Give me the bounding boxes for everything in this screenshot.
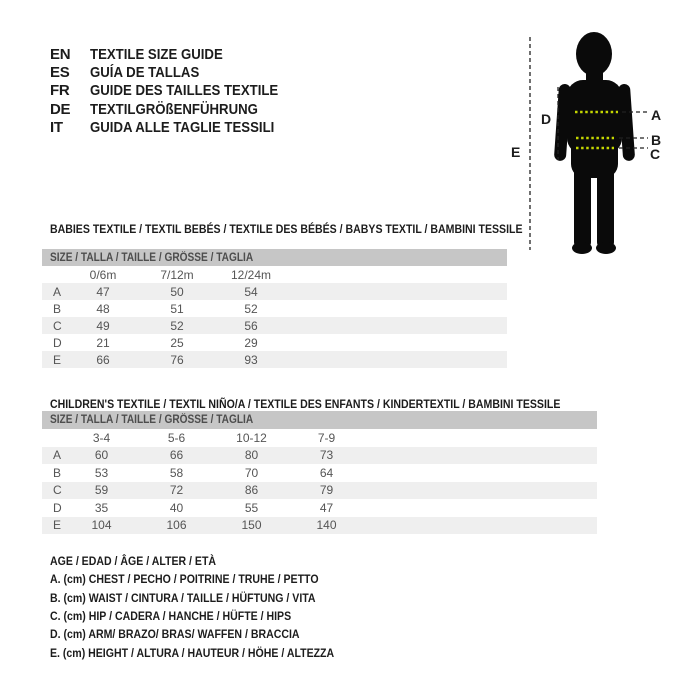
row-label: C bbox=[53, 483, 62, 498]
row-label: E bbox=[53, 518, 62, 533]
table-cell: 40 bbox=[169, 500, 184, 515]
table-cell: 29 bbox=[244, 335, 258, 350]
right-leg-shape bbox=[597, 156, 614, 250]
babies-section-title: BABIES TEXTILE / TEXTIL BEBÉS / TEXTILE DES BÉBÉS / BABYS TEXTIL / BAMBINI TESSILE bbox=[50, 222, 523, 236]
measure-label-a: A bbox=[651, 107, 662, 123]
legend-item-arm: D. (cm) ARM/ BRAZO/ BRAS/ WAFFEN / BRACCIA bbox=[50, 627, 300, 642]
table-cell: 51 bbox=[170, 301, 184, 316]
children-size-table bbox=[42, 411, 597, 534]
table-row bbox=[42, 482, 597, 500]
table-cell: 80 bbox=[244, 448, 259, 463]
row-label: A bbox=[53, 284, 62, 299]
table-cell: 58 bbox=[169, 465, 184, 480]
language-code: ES bbox=[50, 64, 70, 82]
language-row-en bbox=[50, 45, 304, 63]
table-row bbox=[42, 517, 597, 535]
language-label: TEXTILGRÖßENFÜHRUNG bbox=[90, 100, 258, 118]
table-cell: 48 bbox=[96, 301, 110, 316]
right-foot-shape bbox=[596, 242, 616, 254]
table-cell: 59 bbox=[94, 483, 109, 498]
legend-item-waist: B. (cm) WAIST / CINTURA / TAILLE / HÜFTUNG / VITA bbox=[50, 590, 316, 605]
column-header: 10-12 bbox=[236, 430, 267, 445]
row-label: B bbox=[53, 301, 62, 316]
row-label: D bbox=[53, 335, 62, 350]
table-cell: 104 bbox=[91, 518, 112, 533]
column-header: 0/6m bbox=[89, 267, 117, 282]
table-cell: 25 bbox=[170, 335, 184, 350]
language-row-es bbox=[50, 63, 304, 81]
table-cell: 79 bbox=[319, 483, 334, 498]
column-header: 7/12m bbox=[160, 267, 194, 282]
column-header: 3-4 bbox=[92, 430, 111, 445]
language-label: GUIDE DES TAILLES TEXTILE bbox=[90, 82, 279, 100]
table-row bbox=[42, 464, 597, 482]
table-cell: 140 bbox=[316, 518, 337, 533]
row-label: D bbox=[53, 500, 62, 515]
babies-size-table bbox=[42, 249, 507, 368]
size-header-label: SIZE / TALLA / TAILLE / GRÖSSE / TAGLIA bbox=[50, 414, 254, 426]
column-header: 12/24m bbox=[230, 267, 272, 282]
row-label: B bbox=[53, 465, 62, 480]
table-cell: 93 bbox=[244, 352, 258, 367]
legend-item-chest: A. (cm) CHEST / PECHO / POITRINE / TRUHE / PETTO bbox=[50, 572, 319, 587]
table-cell: 72 bbox=[169, 483, 184, 498]
language-code: DE bbox=[50, 100, 71, 118]
children-table-header-bar bbox=[42, 411, 597, 429]
legend-age-row: AGE / EDAD / ÂGE / ALTER / ETÀ bbox=[50, 554, 217, 569]
table-cell: 54 bbox=[244, 284, 258, 299]
table-cell: 35 bbox=[94, 500, 109, 515]
table-row bbox=[42, 334, 507, 351]
measure-label-b: B bbox=[651, 132, 662, 148]
table-cell: 70 bbox=[244, 465, 259, 480]
language-code: FR bbox=[50, 82, 70, 100]
children-column-header-row bbox=[42, 429, 597, 447]
left-foot-shape bbox=[572, 242, 592, 254]
language-title-block bbox=[50, 45, 304, 137]
table-cell: 106 bbox=[166, 518, 187, 533]
measure-label-e: E bbox=[511, 144, 521, 160]
table-cell: 73 bbox=[319, 448, 334, 463]
row-label: E bbox=[53, 352, 62, 367]
table-cell: 55 bbox=[244, 500, 259, 515]
table-cell: 64 bbox=[319, 465, 334, 480]
row-label: A bbox=[53, 448, 62, 463]
table-cell: 86 bbox=[244, 483, 259, 498]
legend-item-height: E. (cm) HEIGHT / ALTURA / HAUTEUR / HÖHE / ALTEZZA bbox=[50, 645, 335, 660]
legend-item-hip: C. (cm) HIP / CADERA / HANCHE / HÜFTE / HIPS bbox=[50, 609, 292, 624]
table-row bbox=[42, 351, 507, 368]
table-cell: 66 bbox=[96, 352, 110, 367]
table-cell: 50 bbox=[170, 284, 184, 299]
language-code: IT bbox=[50, 119, 63, 137]
table-row bbox=[42, 317, 507, 334]
table-row bbox=[42, 447, 597, 465]
table-cell: 47 bbox=[319, 500, 334, 515]
language-code: EN bbox=[50, 45, 71, 63]
table-row bbox=[42, 499, 597, 517]
column-header: 7-9 bbox=[317, 430, 336, 445]
measure-label-d: D bbox=[541, 111, 552, 127]
table-cell: 53 bbox=[94, 465, 109, 480]
measure-label-c: C bbox=[650, 146, 661, 162]
table-cell: 52 bbox=[244, 301, 258, 316]
measurement-legend bbox=[50, 552, 373, 662]
table-cell: 60 bbox=[94, 448, 109, 463]
table-cell: 66 bbox=[169, 448, 184, 463]
table-row bbox=[42, 300, 507, 317]
table-cell: 21 bbox=[96, 335, 110, 350]
row-label: C bbox=[53, 318, 62, 333]
language-row-it bbox=[50, 119, 304, 137]
size-header-label: SIZE / TALLA / TAILLE / GRÖSSE / TAGLIA bbox=[50, 251, 254, 264]
language-label: TEXTILE SIZE GUIDE bbox=[90, 45, 223, 63]
table-cell: 52 bbox=[170, 318, 184, 333]
babies-table-header-bar bbox=[42, 249, 507, 266]
language-row-fr bbox=[50, 82, 304, 100]
children-section-title: CHILDREN'S TEXTILE / TEXTIL NIÑO/A / TEXTILE DES ENFANTS / KINDERTEXTIL / BAMBINI TESSILE bbox=[50, 397, 561, 411]
table-cell: 49 bbox=[96, 318, 110, 333]
table-cell: 76 bbox=[170, 352, 184, 367]
babies-column-header-row bbox=[42, 266, 507, 283]
table-cell: 150 bbox=[241, 518, 262, 533]
language-label: GUÍA DE TALLAS bbox=[90, 64, 200, 82]
table-cell: 56 bbox=[244, 318, 258, 333]
column-header: 5-6 bbox=[167, 430, 186, 445]
language-label: GUIDA ALLE TAGLIE TESSILI bbox=[90, 119, 275, 137]
table-row bbox=[42, 283, 507, 300]
table-cell: 47 bbox=[96, 284, 110, 299]
language-row-de bbox=[50, 100, 304, 118]
